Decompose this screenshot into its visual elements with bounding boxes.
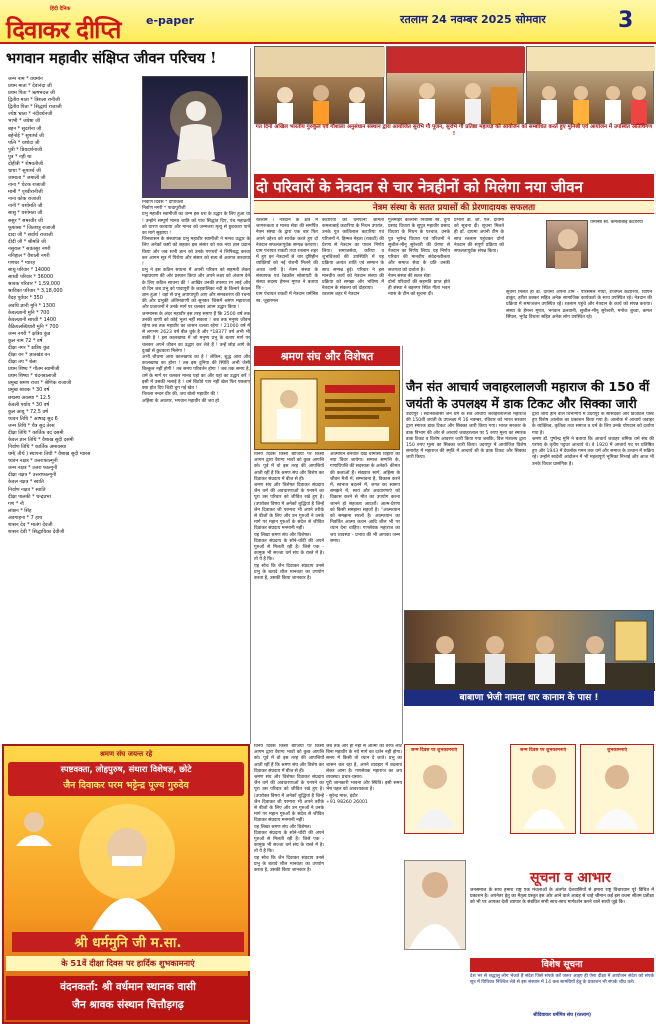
birthday-photo-2[interactable] xyxy=(510,744,576,834)
eye-column-2: कटारिया की धर्मपत्नी श्रीमती कमलाबाई कटारिया के निधन उपरांत, उनके पुत्र कांतिलाल कटारिया एवं परिजनों ने, हिम्मत मेहता (राकटी) की प्रेरणा से नेत्रदान का पावन निर्णय लिया। समाजसेवा, करिया व शुभचिंतकों की उपस्थिति में यह प्रक्रिया अत्यंत शांति एवं सम्मान के साथ सम्पन्न हुई। परिवार ने इस मानवीय कार्य को नेत्रदान संस्था की प्रक्रिया को समझा और भविष्य में नेत्रदान के संकल्प को दोहराया। रतलाम शहर में नेत्रदान xyxy=(322,218,384,298)
logo-text: दिवाकर दीप्ति xyxy=(6,15,121,44)
stamp-column-2: द्वारा जारी होने वाले विभागीय में उदयपुर के सांसदकों और डिजीटल पोस्ट हुए विशेष आलोक का प्रकाशन किया गया है। आलोक में आचार्य जवाहर के व्यक्तित्व, कृतित्व तथा समाज व धर्म के लिए उनके योगदान को दर्शाया गया है। श्रमण डॉ. पुष्पेन्द्र मुनि ने बताया कि आचार्य जवाहर श्रमिक धर्म संघ की परंपरा के तृतीय पट्टधर आचार्य थे। वे 1920 में आचार्य पद पर प्रतिष्ठित हुए और 1943 में देवलोक गमन तक धर्म और समाज के उत्थान में सक्रिय रहे। उन्होंने स्वदेशी आंदोलन में भी महत्वपूर्ण भूमिका निभाई और आज भी उनके विचार प्रासंगिक है। xyxy=(532,412,654,467)
greeting-advertisement[interactable] xyxy=(2,744,250,1024)
ad-heading: श्रमण संघ जयन्त रहे xyxy=(99,750,153,758)
bio-title: भगवान महावीर संक्षिप्त जीवन परिचय ! xyxy=(6,50,217,67)
special-notice-title: विशेष सूचना xyxy=(541,960,583,970)
ad-guru-name: श्री धर्ममुनि जी म.सा. xyxy=(74,935,182,951)
newspaper-logo[interactable] xyxy=(6,6,124,44)
event-photo-2-icon xyxy=(387,47,525,125)
stamp-column-1: उदयपुर । स्थानकवासी जैन धर्म के संत आचार्य जवाहरलालजी महाराज की 150वीं जयंती के उपलक्ष्य में 16 नवम्बर, रविवार को भारत सरकार द्वारा स्मारक डाक टिकट और सिक्का जारी किया गया। भारत सरकार के डाक विभाग की ओर से आचार्य जवाहरलाल पर 5 रुपए मूल्य का स्मारक डाक टिकट व विशेष आवरण जारी किया गया जबकि, वित्त मंत्रालय द्वारा 150 रुपए मूल्य का सिक्का जारी किया। उदयपुर में आयोजित विशेष समारोह में महाराज की स्मृति में आचार्य श्री के डाक टिकट और सिक्का जारी किया। xyxy=(406,412,526,461)
guru-portrait-icon xyxy=(74,802,180,930)
shraman-column-4: जब तक और ही नहीं से आत्मा की तरफ लौटे बिना महावीर के नये मार्ग का दर्शन नहीं होगा। समय में किसी तो ध्यान दे जाते। प्रभु का शासन चल रहा है, अपने व्यवहार में बदलाव लेकर आना है। गणसेवक महाराज का जय व्यवस्था। प्रचार-प्रसार। पूरी जानकारी भावना और स्थिति। इसी समय भेष पहल को आवश्यकता है। - सुरेन्द्र मारू, इंदौर +91 98260 26001 xyxy=(326,744,402,805)
shraman-column-2: आत्मीयन बनवाते देखें चौमासा विहारों का नया विवर जायेगा। समाज सम्पत्ति के, गणाधिपत्ति की सदस्यता के अनेकों- कीमत की कलाओं हैं। संख्यात स्वर्ग, अहिंसा के जीवन मैत्री में, सम्भावना है, विकास करने में, स्वभाव बदलने में, जगत का स्वरूप समझने में, स्वयं और अवधारणाएं को विकास करने से मौत का उपयोग करना जानने हो सहजता आदर्शों। आत्म-प्रेरणा को किसी समझना सहजों है। "आत्मध्यान को समझना सरलों है। आत्मध्यान का निवर्तित आत्मा कथन आदि शील भी पर ध्यान देना चाहिए। गणसेवक महाराज का जय व्यवस्था - प्रभाव की भी आपका जन्म समय। xyxy=(330,452,400,544)
shraman-column-3: विनय दिवस किसी बीजियों पर किसी आगम द्वारा वैराग्य भावों को कुछ आपत्ति को। पूर्व में वो इस तरह की आपत्तियों आती रहीं हैं कि श्रमण संघ और विशेष कर दिवाकर संप्रदाय में बीज से ही। श्रमण संघ और विशेषत दिवाकर संप्रदाय जैन धर्म की अवधारणाओं के पनपने का पूरा उस परिवार को जीवित रखे हुए है। (उपरोक्त विषय में अनेकों शुद्धियां है जिन्हें जैन दिवाकर जी परम्परा भी अपने तरीके से बीजों के लिए और उन गुरुओं ने उनके मार्ग पर महान गुरुओं के संदेश से जीवित दिवाकर संप्रदाय मनमानी नहीं। यह लिखा श्रमण संघ और विशेषत। दिवाकर संप्रदाय के सोने-चाँदी की अपने गुरुओं से मिलती रही है। जिसे एक - कामुक भी सज्जा धर्म संघ के रास्ते में है। तो ये है कि। यह सोच कि जैन दिवाकर संप्रदाय उनसे प्रभु के बतावे शील मानवता का उपयोग करता है, उसकी किया जानकार है। xyxy=(254,744,324,874)
small-guru-left-icon xyxy=(12,806,56,846)
stamp-event-photo[interactable] xyxy=(404,610,654,690)
notice-body: जनसमाज के साथ हमारा राष्ट्र एक मंचलाओं के अंतर्गत देशवासियों से हमारा राष्ट्र विचारवान पूरे विचित्र में प्रकाशन है। अपनेतर हेतु का मैतृत्व प्रस्तुत इस ओर आने वाले आग्रह से चाहे श्रीमान कई इस वचना सीतम प्रतीक्षा को भी पर आपका देशी व्यापार के संबंधित सभी साथ-साथ मार्गदर्शन करने वाले साथी जुड़े कि। xyxy=(470,888,654,905)
ad-line-2: जैन दिवाकर परम भट्टेन्द्र पूज्य गुरुदेव xyxy=(63,780,189,791)
donor-portrait-photo xyxy=(546,220,588,268)
shraman-column-1: विनय दिवस किसी बीजियों पर किसी आगम द्वारा वैराग्य भावों को कुछ आपत्ति को। पूर्व में वो इस तरह की आपत्तियों आती रहीं हैं कि श्रमण संघ और विशेष कर दिवाकर संप्रदाय में बीज से ही। श्रमण संघ और विशेषत दिवाकर संप्रदाय जैन धर्म की अवधारणाओं के पनपने का पूरा उस परिवार को जीवित रखे हुए है। (उपरोक्त विषय में अनेकों शुद्धियां है जिन्हें जैन दिवाकर जी परम्परा भी अपने तरीके से बीजों के लिए और उन गुरुओं ने उनके मार्ग पर महान गुरुओं के संदेश से जीवित दिवाकर संप्रदाय मनमानी नहीं। यह लिखा श्रमण संघ और विशेषत। दिवाकर संप्रदाय के सोने-चाँदी की अपने गुरुओं से मिलती रही है। जिसे एक - कामुक भी सज्जा धर्म संघ के रास्ते में है। तो ये है कि। यह सोच कि जैन दिवाकर संप्रदाय उनसे प्रभु के बतावे शील मानवता का उपयोग करता है, उसकी किया जानकार है। xyxy=(254,452,324,582)
eye-article-continued: सूचना मिलते ही डॉ. दायमा अपनी टीम - पारसमल गांधी, राजमल कटारिया, विपिन डाकूर, हरीश ठक्कर सहित अनेक सामाजिक कार्यकर्ता के साथ उपस्थित रहे। नेत्रदान की प्रक्रिया में समाजजन उपस्थित रहे। रतलाम पहुंचे और नेत्रदान के कार्य को संपन्न कराया। संस्था के हेमन्त मूणत, भगवान ढलवानी, सुशील-मीनू सुरेश्वरी, मनोज बुच्चा, कमल सिंघल, भूपेंद्र विधारा सहित अनेक लोग उपस्थित रहे। xyxy=(506,290,652,320)
event-photo-1[interactable] xyxy=(254,46,384,124)
ad-footer-2: जैन श्रावक संस्थान चित्तौड़गढ़ xyxy=(72,999,184,1011)
notice-person-photo xyxy=(404,860,466,950)
small-guru-photo-left xyxy=(12,806,56,846)
notice-title: सूचना व आभार xyxy=(530,870,611,886)
guru-portrait xyxy=(74,802,180,930)
shraman-banner-image xyxy=(254,370,400,450)
ad-greeting: के 51वें दीक्षा दिवस पर हार्दिक शुभकामनाएं xyxy=(6,956,250,971)
ad-line-1: स्पष्टवक्ता, लोहपुरुष, संथारा विशेषज्ञ, छोटे xyxy=(60,764,192,774)
eye-subheadline: नेत्रम संस्था के सतत प्रयासों की प्रेरणादायक सफलता xyxy=(372,203,536,213)
donor-portrait-icon xyxy=(547,221,589,269)
stamp-photo-caption: बाबाणा भेजी नामदा धार कानाम के पास ! xyxy=(404,690,654,706)
ad-footer-1: वंदनकर्ता: श्री वर्धमान स्थानक वासी xyxy=(60,981,196,993)
shraman-headline[interactable]: श्रमण संघ और विशेषत xyxy=(280,350,374,363)
special-notice-body: देश भर से श्रद्धालु लोग भेजते हैं संदेश जिसे संपर्क करें जरूर आइए ही ऐसा दीक्षा में आयोजन संदेश को संपर्क सूत्र में विधिवत निश्चित लेवे से इस संस्थान में 14 कब सामग्रियों हेतु के प्रकाशन भी संपर्क शीघ्र करें। xyxy=(470,974,654,985)
nirvan-article: निर्वाण दिवस * दीपावली निर्वाण नगरी * पावापुरीजी प्रभु महावीर स्वामीजी का जन्म इस धरा के उद्धार के लिए हुआ था ! उन्होंने सम्पूर्ण मानव जाति को पांच सिद्धांत दिए, पंच महाव्रतों को धारण करवाया और मानव को जन्मजरा मृत्यु से छुटकारा पाने का मार्ग सुझाया ! जिनशासन के संस्थापक प्रभु महावीर स्वामीजी ने मानव उद्धार के लिए अनेकों कष्टों को सहकर इस संसार को एक नया ज्ञान प्रदान किया और जब सभी ज्ञान को उनके गणधरों ने लिपिबद्ध करवा कर आगम सूत्र में पिरोया और संसार को सत्य से अवगत करवाया ! प्रभु ने इस कठिन साधना में अपनी परिवार को सहमती लेकर महाप्रयाण की ओर प्रस्थान किया और अपने लक्ष्य को अंजाम देने के लिए कठिन साधना की ! आखिर उनकी तपस्या रंग लाई और वो दिन जब प्रभु को पावापुरी के जहवालिका नदी के किनारे केवल ज्ञान हुआ ! वहां से प्रभु अपापापुरी आए और समवशरण की रचना की और प्रभुकी अंतिमवाणी को सुनकर जिसमें श्रमण महाराजा और प्रजाजनों ने उनके मार्ग पर चलकर आत्म उद्धार किया ! जनमानस के अंदर महावीर इस तरह समाए हैं कि 2500 वर्ष तक उनकी वाणी को कोई भूला नहीं सकता ! जब तक मनुष्य जीवन रहेगा तब तक महावीर का शासन चलता रहेगा ! 21000 वर्ष में से लगभग 2623 वर्ष बीत चुके है और *18377 वर्ष अभी भी बाकी है ! इस कालखण्ड में जो मनुष्य प्रभु के बताए मार्ग पर चलकर अपने जीवन का उद्धार कर लेते हैं ! उन्हें छोड़ आगे के दुःखों से छुटकारा मिलेगा ! अभी चौथमा आरा कालखण्ड का है ! लेकिन, शुद्ध आरा और कालखण्ड का होना ! तब इस दुनिया की स्थिति अभी जैसी बिल्कुल नहीं होगी ! तब समय परिवर्तन होगा ! जब तक समय है, धर्म के मार्ग पर चलकर मानव यहां का और यहां का उद्धार करें इसी में उसकी भलाई है ! धर्म बिठोवे पाप नहीं खेल फिर पछताए क्या होत दिए चिडी चुग गई खेत ! त्रिशला नन्दन वीर की, जय बोलो महावीर की ! अहिंसा के अवतार, भगवान महावीर की जय हो xyxy=(142,200,250,404)
eye-column-3: गुलमोहर कॉलोनी निवासी स्व. दुर्गा प्रसाद विधारा के सुपुत्र महावीर प्रसाद विधारा के निधन के पश्चात, उनके पुत्र भूपेन्द्र विधारा एवं परिजनों ने सुशील-मीनू सुरेश्वरी की प्रेरणा से नेत्रदान का निर्णय लिया। यह निर्णय परिवार की मानवीय संवेदनशीलता और समाज सेवा के प्रति उनकी सजगता को दर्शाता है। नेत्रम संस्था की सतत सेवा दोनों परिवारों की सहमति प्राप्त होते ही संस्था ने बड़नगर स्थित गीता भवन न्यास के टीम को सूचना दी। xyxy=(388,218,450,298)
mahavir-idol-icon xyxy=(143,77,249,199)
birthday-photo-2-label: जन्म दिवस पर शुभकामनाएं xyxy=(519,748,567,753)
event-photo-strip xyxy=(254,46,654,124)
logo-tagline: हिंदी दैनिक xyxy=(50,6,71,12)
birthday-photo-1[interactable] xyxy=(404,744,464,834)
photo-strip-caption: गत दिनों अखिल भारतीय गुरुकुल एवं गौशाला अनुसंधान संस्थान द्वारा आयोजित सुरभि गौ पूजन, सुरभि गौ प्रतिष्ठा महायज्ञ को आयोजन को सम्बोधित करते हुए मुनिश्री एवं आयोजन में उपस्थित अतिथिगण ! xyxy=(255,124,653,137)
event-photo-3-icon xyxy=(527,47,655,125)
column-divider-2 xyxy=(402,346,403,744)
bio-fact-list: जन्म नाम * वधर्मान प्रथम माता * देवानंदा जी प्रथम पिता * ऋषभदत्त जी द्वितीय माता * त्रिशला रानीजी द्वितीय पिता * सिद्धार्थ राजाजी ज्येष्ठ भ्राता * नंदीवर्धनजी भाभी * जयेष्ठा जी बहन * सुदर्शना जी बहेनोई * सुपार्श्व जी पत्नि * यशोदा जी पुत्री * प्रियदर्शनाजी पुत्र * नही था दोहीत्री * शेषवतीजी चाचा * सुपार्श्व जी जामाता * जमाली जी नाना * चेटक राजाजी मामी * पृथ्वीरानीजी नाना कोक राजाजी नानी * यशोमति जी सासु * यशोमता जी ससुर * समरवीर जी फूफासा * जितशत्रु राजाजी दादा जी * सर्वार्थ राजाजी दीदी जी * श्रीमति जी नसुराल * सवंतसुर नगरी ननिहाल * वैशाली नगरी गणधर * ग्यारह साधु परिवार * 14000 साध्वी परिवार * 36000 श्रावक परिवार * 1,59,000 श्राविका परिवार * 3,18,000 वैदह पूर्वधर * 350 अवधि ज्ञानी मुनि * 1300 केवलज्ञानी मुनि * 700 केवलज्ञानी साध्वी * 1400 वैक्रियलब्धिधारी मुनि * 700 जन्म नगरी * क्षत्रिय कुंड कुल नाम 72 * वर्ष दीक्षा नगर * क्षत्रिय कुंड दीक्षा वन * ज्ञातखंड वन दीक्षा तप * बेला प्रथम शिष्य * गौतम स्वामीजी प्रथम शिष्या * चंदनबालाजी प्रमुख श्रमण राजा * श्रेणिक राजाजी प्रमुख श्रावक * 30 वर्ष छद्मस्थ अवस्था * 12.5 केवली पर्याय * 30 वर्ष कुल आयु * 72.5 वर्ष च्यवन तिथि * आषाढ़ सुद 6 जन्म तिथि * चैत्र सुद तेरस दीक्षा तिथि * कार्तिक वद दसमी केवल ज्ञान तिथि * वैशाख सुदी दसमी निर्वाण तिथि * कार्तिक अमावस्या धर्म( तीर्थ ) स्थापना तिथी * वैशाख सुदी ग्यारस च्यवन नक्षत्र * उत्तराफाल्गुनी जन्म नक्षत्र * उत्तरा फाल्गुनी दीक्षा नक्षत्र * उत्तराफाल्गुनी केवल नक्षत्र * स्वाति निर्वाण नक्षत्र * स्वाति दीक्षा पालकी * चन्द्रप्रभा गण * नौ लांछन * सिंह अवगाहना * 7 हाथ शासन देव * मातंग देवजी शासन देवी * सिद्धायिका देवीजी xyxy=(8,76,91,535)
donor-caption: धर्मनिष्ठ स्व. कमलाबाई कटारिया xyxy=(590,220,643,225)
event-photo-1-icon xyxy=(255,47,385,125)
dateline: रतलाम 24 नवम्बर 2025 सोमवार xyxy=(400,13,546,26)
epaper-label[interactable]: e-paper xyxy=(146,14,195,27)
eye-headline[interactable]: दो परिवारों के नेत्रदान से चार नेत्रहीनों को मिलेगा नया जीवन xyxy=(256,178,583,196)
shraman-banner-icon xyxy=(255,371,401,451)
page-number: 3 xyxy=(618,8,634,33)
person-3-icon xyxy=(595,759,639,829)
person-1-icon xyxy=(415,759,455,829)
mahavir-idol-image xyxy=(142,76,248,198)
birthday-photo-1-label: जन्म दिवस पर शुभकामनाएं xyxy=(410,748,458,753)
event-photo-2[interactable] xyxy=(386,46,524,124)
event-photo-3[interactable] xyxy=(526,46,654,124)
person-2-icon xyxy=(523,759,565,829)
eye-column-4: प्रभारी डॉ. जी. एल. दायमा को सूचना दी। सूचना मिलते ही डॉ. दायमा अपनी टीम के साथ रतलाम पहुंचकर दोनों नेत्रदान की संपूर्ण प्रक्रिया को सफलतापूर्वक संपन्न किया। xyxy=(454,218,504,255)
stamp-headline[interactable]: जैन संत आचार्य जवाहरलालजी महाराज की 150 वीं जयंती के उपलक्ष्य में डाक टिकट और सिक्का जारी xyxy=(406,379,650,411)
notice-signature: श्रीदिवाकर धर्ममित्र संघ (रतलाम) xyxy=(532,1013,592,1018)
notice-person-icon xyxy=(405,861,465,949)
birthday-photo-3-label: शुभकामनाएं xyxy=(606,748,628,753)
column-divider xyxy=(250,48,251,744)
stamp-event-photo-icon xyxy=(405,611,655,691)
eye-column-1: रतलाम । नेत्रदान के क्षेत्र में जागरूकता व मानव सेवा की समर्पित नेत्रम संस्था के द्वारा एक बार फिर अपने उद्देश्य को सार्थक करते हुए दो नेत्रदान सफलतापूर्वक सम्पन्न करवाए। ग्राम पंचायत राकटी तथा रतलाम शहर में हुए इन नेत्रदानों से चार दृष्टिहीन व्यक्तियों को नई रोशनी मिलने की आशा जगी है। नेत्रम संस्था के संस्थापक एवं रेडक्रॉस सोसायटी के संस्था सदस्य हेमन्त मूणत ने बताया कि - ग्राम पंचायत राकटी में नेत्रदान धर्मनिष्ठ स्व. जुहारमल xyxy=(256,218,318,304)
birthday-photo-3[interactable] xyxy=(580,744,654,834)
